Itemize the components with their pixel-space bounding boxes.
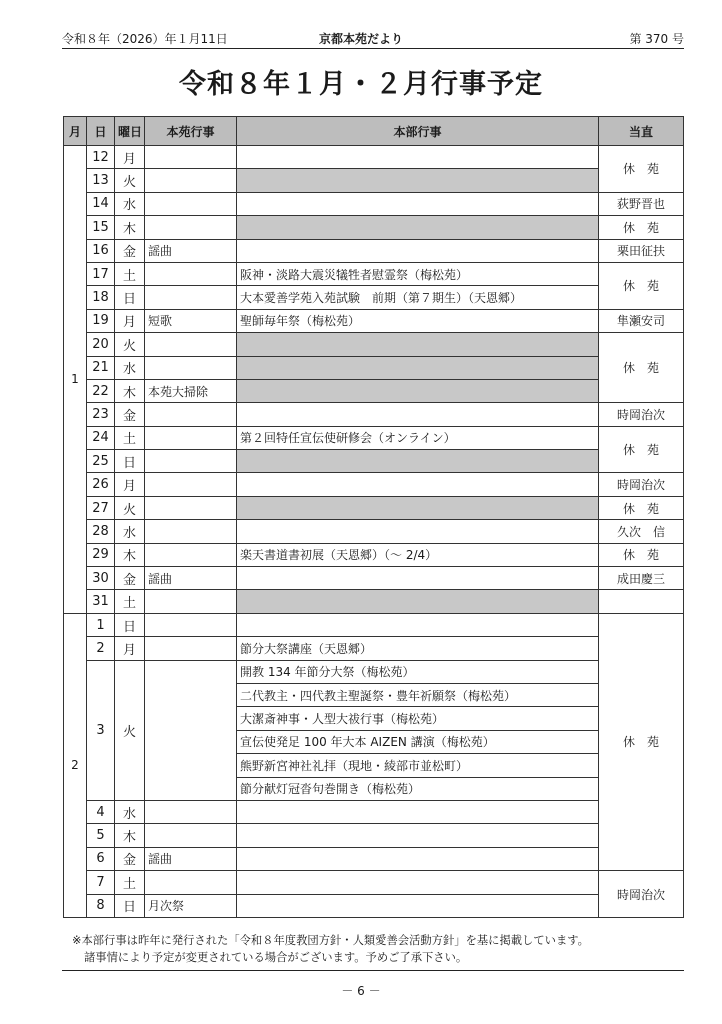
table-row xyxy=(64,239,684,262)
weekday-cell: 月 xyxy=(115,309,145,332)
day-cell: 29 xyxy=(87,543,115,566)
weekday-cell: 火 xyxy=(115,496,145,519)
honen-event-cell xyxy=(145,496,237,519)
weekday-cell: 火 xyxy=(115,660,145,800)
honen-event-cell xyxy=(145,146,237,169)
honen-event-cell: 謡曲 xyxy=(145,239,237,262)
table-row xyxy=(64,613,684,636)
day-cell: 8 xyxy=(87,894,115,917)
honbu-event-cell xyxy=(237,403,599,426)
honbu-event-cell: 節分大祭講座（天恩郷） xyxy=(237,637,599,660)
honbu-event-cell xyxy=(237,800,599,823)
honbu-event-cell: 宣伝使発足 100 年大本 AIZEN 講演（梅松苑） xyxy=(237,730,599,753)
day-cell: 19 xyxy=(87,309,115,332)
table-row xyxy=(64,403,684,426)
day-cell: 31 xyxy=(87,590,115,613)
honen-event-cell xyxy=(145,333,237,356)
duty-cell: 休 苑 xyxy=(599,426,684,473)
day-cell: 5 xyxy=(87,824,115,847)
day-cell: 6 xyxy=(87,847,115,870)
header-divider xyxy=(62,48,684,49)
table-row xyxy=(64,520,684,543)
day-cell: 17 xyxy=(87,262,115,285)
duty-cell: 久次 信 xyxy=(599,520,684,543)
weekday-cell: 木 xyxy=(115,824,145,847)
day-cell: 7 xyxy=(87,871,115,894)
honen-event-cell: 短歌 xyxy=(145,309,237,332)
day-cell: 12 xyxy=(87,146,115,169)
table-row xyxy=(64,192,684,215)
honen-event-cell xyxy=(145,637,237,660)
honbu-event-cell xyxy=(237,192,599,215)
honen-event-cell: 本苑大掃除 xyxy=(145,379,237,402)
honen-event-cell xyxy=(145,216,237,239)
day-cell: 2 xyxy=(87,637,115,660)
weekday-cell: 土 xyxy=(115,871,145,894)
day-cell: 15 xyxy=(87,216,115,239)
honen-event-cell xyxy=(145,286,237,309)
honbu-event-cell xyxy=(237,613,599,636)
honen-event-cell xyxy=(145,800,237,823)
weekday-cell: 金 xyxy=(115,239,145,262)
honen-event-cell: 謡曲 xyxy=(145,567,237,590)
table-row xyxy=(64,379,684,402)
footnotes xyxy=(72,932,589,966)
table-row xyxy=(64,800,684,823)
day-cell: 13 xyxy=(87,169,115,192)
day-cell: 28 xyxy=(87,520,115,543)
duty-cell: 栗田征扶 xyxy=(599,239,684,262)
honbu-event-cell: 楽天書道書初展（天恩郷）（～ 2/4） xyxy=(237,543,599,566)
weekday-cell: 日 xyxy=(115,450,145,473)
honbu-event-cell: 大本愛善学苑入苑試験 前期（第７期生）（天恩郷） xyxy=(237,286,599,309)
footnote-line-1: ※本部行事は昨年に発行された「令和８年度教団方針・人類愛善会活動方針」を基に掲載しています。 xyxy=(72,934,589,947)
honbu-event-cell xyxy=(237,239,599,262)
honbu-event-cell: 熊野新宮神社礼拝（現地・綾部市並松町） xyxy=(237,754,599,777)
weekday-cell: 水 xyxy=(115,356,145,379)
weekday-cell: 木 xyxy=(115,543,145,566)
weekday-cell: 日 xyxy=(115,894,145,917)
day-cell: 18 xyxy=(87,286,115,309)
table-row xyxy=(64,824,684,847)
honbu-event-cell xyxy=(237,379,599,402)
weekday-cell: 水 xyxy=(115,520,145,543)
table-row xyxy=(64,894,684,917)
honbu-event-cell: 大潔斎神事・人型大祓行事（梅松苑） xyxy=(237,707,599,730)
page-title: 令和８年１月・２月行事予定 xyxy=(179,69,543,100)
honbu-event-cell xyxy=(237,333,599,356)
honbu-event-cell: 節分献灯冠沓句巻開き（梅松苑） xyxy=(237,777,599,800)
day-cell: 21 xyxy=(87,356,115,379)
day-cell: 14 xyxy=(87,192,115,215)
table-row xyxy=(64,473,684,496)
month-cell: 1 xyxy=(64,146,87,614)
honen-event-cell xyxy=(145,871,237,894)
weekday-cell: 土 xyxy=(115,426,145,449)
table-row xyxy=(64,590,684,613)
honbu-event-cell xyxy=(237,590,599,613)
page-number: － 6 － xyxy=(341,984,381,998)
duty-cell: 荻野晋也 xyxy=(599,192,684,215)
col-header-weekday: 曜日 xyxy=(115,117,145,146)
honen-event-cell xyxy=(145,543,237,566)
duty-cell xyxy=(599,590,684,613)
day-cell: 22 xyxy=(87,379,115,402)
header-issue-number: 第 370 号 xyxy=(629,32,684,46)
honen-event-cell xyxy=(145,824,237,847)
honen-event-cell xyxy=(145,356,237,379)
honen-event-cell xyxy=(145,169,237,192)
col-header-honbu-events: 本部行事 xyxy=(237,117,599,146)
table-row xyxy=(64,216,684,239)
day-cell: 1 xyxy=(87,613,115,636)
honbu-event-cell: 二代教主・四代教主聖誕祭・豊年祈願祭（梅松苑） xyxy=(237,683,599,706)
weekday-cell: 月 xyxy=(115,146,145,169)
duty-cell: 休 苑 xyxy=(599,613,684,870)
duty-cell: 隼瀬安司 xyxy=(599,309,684,332)
honbu-event-cell xyxy=(237,496,599,519)
weekday-cell: 金 xyxy=(115,567,145,590)
weekday-cell: 火 xyxy=(115,169,145,192)
honbu-event-cell xyxy=(237,169,599,192)
day-cell: 16 xyxy=(87,239,115,262)
table-row xyxy=(64,262,684,285)
duty-cell: 休 苑 xyxy=(599,216,684,239)
weekday-cell: 水 xyxy=(115,800,145,823)
honbu-event-cell xyxy=(237,356,599,379)
footnote-line-2: 諸事情により予定が変更されている場合がございます。予めご了承下さい。 xyxy=(84,951,468,964)
table-row xyxy=(64,637,684,660)
day-cell: 23 xyxy=(87,403,115,426)
weekday-cell: 日 xyxy=(115,613,145,636)
day-cell: 27 xyxy=(87,496,115,519)
day-cell: 30 xyxy=(87,567,115,590)
table-row xyxy=(64,660,684,683)
honen-event-cell xyxy=(145,660,237,800)
table-row xyxy=(64,286,684,309)
honbu-event-cell xyxy=(237,146,599,169)
day-cell: 20 xyxy=(87,333,115,356)
col-header-duty: 当直 xyxy=(599,117,684,146)
duty-cell: 成田慶三 xyxy=(599,567,684,590)
day-cell: 4 xyxy=(87,800,115,823)
honbu-event-cell xyxy=(237,847,599,870)
schedule-table xyxy=(63,116,684,918)
weekday-cell: 木 xyxy=(115,379,145,402)
honen-event-cell: 月次祭 xyxy=(145,894,237,917)
table-row xyxy=(64,543,684,566)
day-cell: 3 xyxy=(87,660,115,800)
weekday-cell: 土 xyxy=(115,590,145,613)
honen-event-cell xyxy=(145,473,237,496)
day-cell: 26 xyxy=(87,473,115,496)
footer-divider xyxy=(62,970,684,971)
table-header-row xyxy=(64,117,684,146)
honbu-event-cell xyxy=(237,450,599,473)
duty-cell: 時岡治次 xyxy=(599,871,684,918)
weekday-cell: 金 xyxy=(115,847,145,870)
honbu-event-cell xyxy=(237,216,599,239)
honen-event-cell xyxy=(145,590,237,613)
table-row xyxy=(64,309,684,332)
duty-cell: 休 苑 xyxy=(599,146,684,193)
honen-event-cell xyxy=(145,403,237,426)
weekday-cell: 土 xyxy=(115,262,145,285)
honen-event-cell xyxy=(145,613,237,636)
duty-cell: 時岡治次 xyxy=(599,473,684,496)
duty-cell: 休 苑 xyxy=(599,496,684,519)
honbu-event-cell: 阪神・淡路大震災犠牲者慰霊祭（梅松苑） xyxy=(237,262,599,285)
weekday-cell: 月 xyxy=(115,637,145,660)
honen-event-cell xyxy=(145,192,237,215)
table-row xyxy=(64,450,684,473)
honbu-event-cell xyxy=(237,824,599,847)
table-row xyxy=(64,567,684,590)
month-cell: 2 xyxy=(64,613,87,917)
honbu-event-cell xyxy=(237,567,599,590)
header-date: 令和８年（2026）年１月11日 xyxy=(62,32,228,46)
table-row xyxy=(64,426,684,449)
col-header-honen-events: 本苑行事 xyxy=(145,117,237,146)
col-header-day: 日 xyxy=(87,117,115,146)
table-row xyxy=(64,356,684,379)
table-row xyxy=(64,146,684,169)
duty-cell: 時岡治次 xyxy=(599,403,684,426)
honbu-event-cell xyxy=(237,871,599,894)
weekday-cell: 金 xyxy=(115,403,145,426)
header-publication: 京都本苑だより xyxy=(318,32,403,46)
day-cell: 24 xyxy=(87,426,115,449)
col-header-month: 月 xyxy=(64,117,87,146)
weekday-cell: 日 xyxy=(115,286,145,309)
weekday-cell: 月 xyxy=(115,473,145,496)
table-row xyxy=(64,871,684,894)
weekday-cell: 火 xyxy=(115,333,145,356)
honen-event-cell xyxy=(145,520,237,543)
duty-cell: 休 苑 xyxy=(599,262,684,309)
honen-event-cell xyxy=(145,262,237,285)
honbu-event-cell: 聖師毎年祭（梅松苑） xyxy=(237,309,599,332)
day-cell: 25 xyxy=(87,450,115,473)
honbu-event-cell xyxy=(237,520,599,543)
table-row xyxy=(64,847,684,870)
weekday-cell: 水 xyxy=(115,192,145,215)
duty-cell: 休 苑 xyxy=(599,543,684,566)
honbu-event-cell xyxy=(237,894,599,917)
honbu-event-cell: 開教 134 年節分大祭（梅松苑） xyxy=(237,660,599,683)
table-row xyxy=(64,169,684,192)
weekday-cell: 木 xyxy=(115,216,145,239)
honen-event-cell xyxy=(145,426,237,449)
honen-event-cell xyxy=(145,450,237,473)
table-row xyxy=(64,333,684,356)
duty-cell: 休 苑 xyxy=(599,333,684,403)
honbu-event-cell: 第２回特任宣伝使研修会（オンライン） xyxy=(237,426,599,449)
honen-event-cell: 謡曲 xyxy=(145,847,237,870)
honbu-event-cell xyxy=(237,473,599,496)
table-row xyxy=(64,496,684,519)
